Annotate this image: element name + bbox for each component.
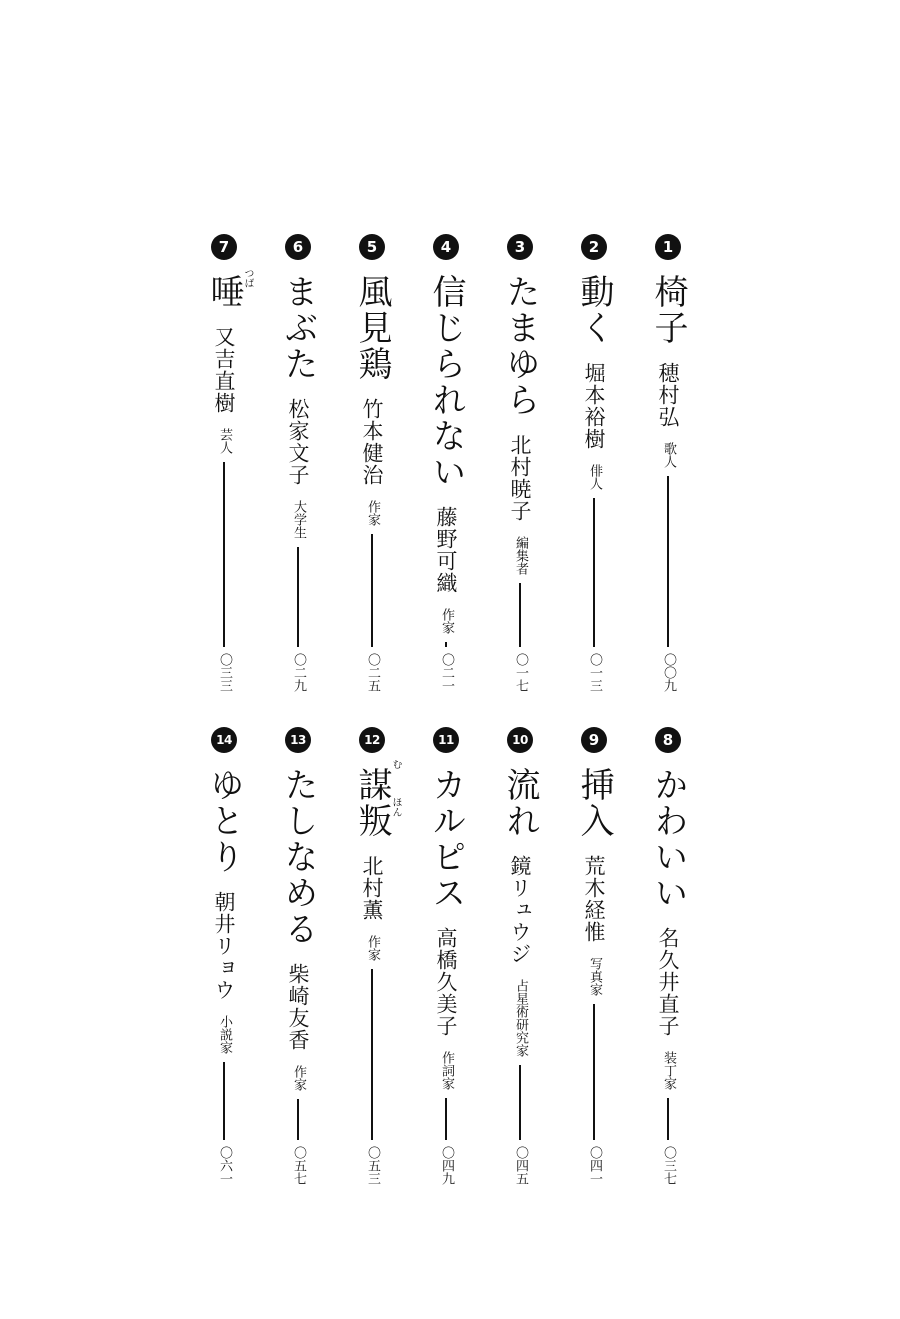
entry-number-badge: 4 [433, 234, 459, 260]
entry-title [352, 759, 401, 839]
contents-entry-1[interactable] [638, 232, 698, 692]
entry-page-number: 〇四五 [513, 1146, 528, 1185]
entry-page-number: 〇〇九 [661, 653, 676, 692]
entry-author-role: 歌人 [661, 442, 676, 468]
leader-line [297, 1099, 298, 1140]
entry-author-role: 編集者 [513, 536, 528, 575]
leader-line [445, 1098, 446, 1140]
contents-entry-2[interactable] [564, 232, 624, 692]
contents-entry-6[interactable] [268, 232, 328, 692]
contents-entry-12[interactable] [342, 725, 402, 1185]
contents-entry-4[interactable] [416, 232, 476, 692]
leader-line [667, 476, 668, 647]
entry-author: 鏡リュウジ [508, 855, 532, 965]
entry-page-number: 〇二九 [291, 653, 306, 692]
entry-title: 流れ [500, 767, 540, 839]
entry-author: 北村薫 [360, 855, 384, 921]
entry-number-badge: 12 [359, 727, 385, 753]
entry-author: 又吉直樹 [212, 326, 236, 414]
entry-author-role: 芸人 [217, 428, 232, 454]
title-ruby-2: ほん [390, 797, 401, 817]
entry-title: まぶた [278, 274, 318, 382]
entry-title-text: 唾 [204, 274, 244, 310]
entry-number-badge: 7 [211, 234, 237, 260]
title-ruby-1: む [390, 759, 401, 769]
entry-title: かわいい [648, 767, 688, 911]
entry-title: 挿入 [574, 767, 614, 839]
entry-author: 松家文子 [286, 398, 310, 486]
entry-page-number: 〇五七 [291, 1146, 306, 1185]
entry-title: 動く [574, 274, 614, 346]
entry-number-badge: 9 [581, 727, 607, 753]
contents-entry-9[interactable] [564, 725, 624, 1185]
entry-title: ゆとり [204, 767, 244, 875]
entry-author: 朝井リョウ [212, 891, 236, 1001]
entry-number-badge: 2 [581, 234, 607, 260]
entry-author: 柴崎友香 [286, 963, 310, 1051]
entry-author: 名久井直子 [656, 927, 680, 1037]
contents-entry-7[interactable] [194, 232, 254, 692]
entry-author: 北村暁子 [508, 434, 532, 522]
entry-page-number: 〇一三 [587, 653, 602, 692]
entry-author-role: 作家 [291, 1065, 306, 1091]
entry-page-number: 〇三七 [661, 1146, 676, 1185]
entry-number-badge: 13 [285, 727, 311, 753]
contents-entry-8[interactable] [638, 725, 698, 1185]
leader-line [519, 583, 520, 647]
leader-line [371, 534, 372, 647]
leader-line [223, 1062, 224, 1140]
entry-number-badge: 3 [507, 234, 533, 260]
entry-author-role: 小説家 [217, 1015, 232, 1054]
leader-line [667, 1098, 668, 1140]
leader-line [519, 1065, 520, 1140]
entry-page-number: 〇一七 [513, 653, 528, 692]
entry-title: 椅子 [648, 274, 688, 346]
contents-row-2 [0, 725, 900, 1185]
entry-page-number: 〇四一 [587, 1146, 602, 1185]
leader-line [371, 969, 372, 1140]
title-ruby: つば [242, 268, 253, 288]
entry-author: 竹本健治 [360, 398, 384, 486]
entry-title: 風見鶏 [352, 274, 392, 382]
entry-page-number: 〇五三 [365, 1146, 380, 1185]
contents-entry-11[interactable] [416, 725, 476, 1185]
entry-author: 堀本裕樹 [582, 362, 606, 450]
entry-number-badge: 1 [655, 234, 681, 260]
entry-author-role: 作家 [365, 935, 380, 961]
entry-page-number: 〇二五 [365, 653, 380, 692]
leader-line [445, 642, 446, 647]
entry-title: カルピス [426, 767, 466, 911]
entry-author-role: 写真家 [587, 957, 602, 996]
entry-author: 穂村弘 [656, 362, 680, 428]
entry-author-role: 大学生 [291, 500, 306, 539]
entry-author-role: 装丁家 [661, 1051, 676, 1090]
entry-number-badge: 8 [655, 727, 681, 753]
entry-number-badge: 5 [359, 234, 385, 260]
entry-author: 荒木経惟 [582, 855, 606, 943]
entry-title: 信じられない [426, 274, 466, 490]
entry-number-badge: 6 [285, 234, 311, 260]
entry-number-badge: 14 [211, 727, 237, 753]
entry-author-role: 占星術研究家 [513, 979, 528, 1057]
entry-author: 高橋久美子 [434, 927, 458, 1037]
contents-row-1 [0, 232, 900, 692]
entry-title: たまゆら [500, 274, 540, 418]
entry-author-role: 作家 [439, 608, 454, 634]
contents-entry-13[interactable] [268, 725, 328, 1185]
entry-author: 藤野可織 [434, 506, 458, 594]
entry-title-text: 謀叛 [352, 767, 392, 839]
contents-entry-5[interactable] [342, 232, 402, 692]
entry-author-role: 作家 [365, 500, 380, 526]
contents-entry-3[interactable] [490, 232, 550, 692]
leader-line [593, 498, 594, 647]
entry-page-number: 〇二一 [439, 653, 454, 692]
leader-line [297, 547, 298, 647]
leader-line [223, 462, 224, 647]
entry-page-number: 〇三三 [217, 653, 232, 692]
contents-entry-10[interactable] [490, 725, 550, 1185]
entry-number-badge: 11 [433, 727, 459, 753]
entry-number-badge: 10 [507, 727, 533, 753]
entry-page-number: 〇六一 [217, 1146, 232, 1185]
entry-author-role: 作詞家 [439, 1051, 454, 1090]
leader-line [593, 1004, 594, 1140]
entry-page-number: 〇四九 [439, 1146, 454, 1185]
entry-title [204, 268, 253, 310]
entry-author-role: 俳人 [587, 464, 602, 490]
contents-entry-14[interactable] [194, 725, 254, 1185]
entry-title: たしなめる [278, 767, 318, 947]
